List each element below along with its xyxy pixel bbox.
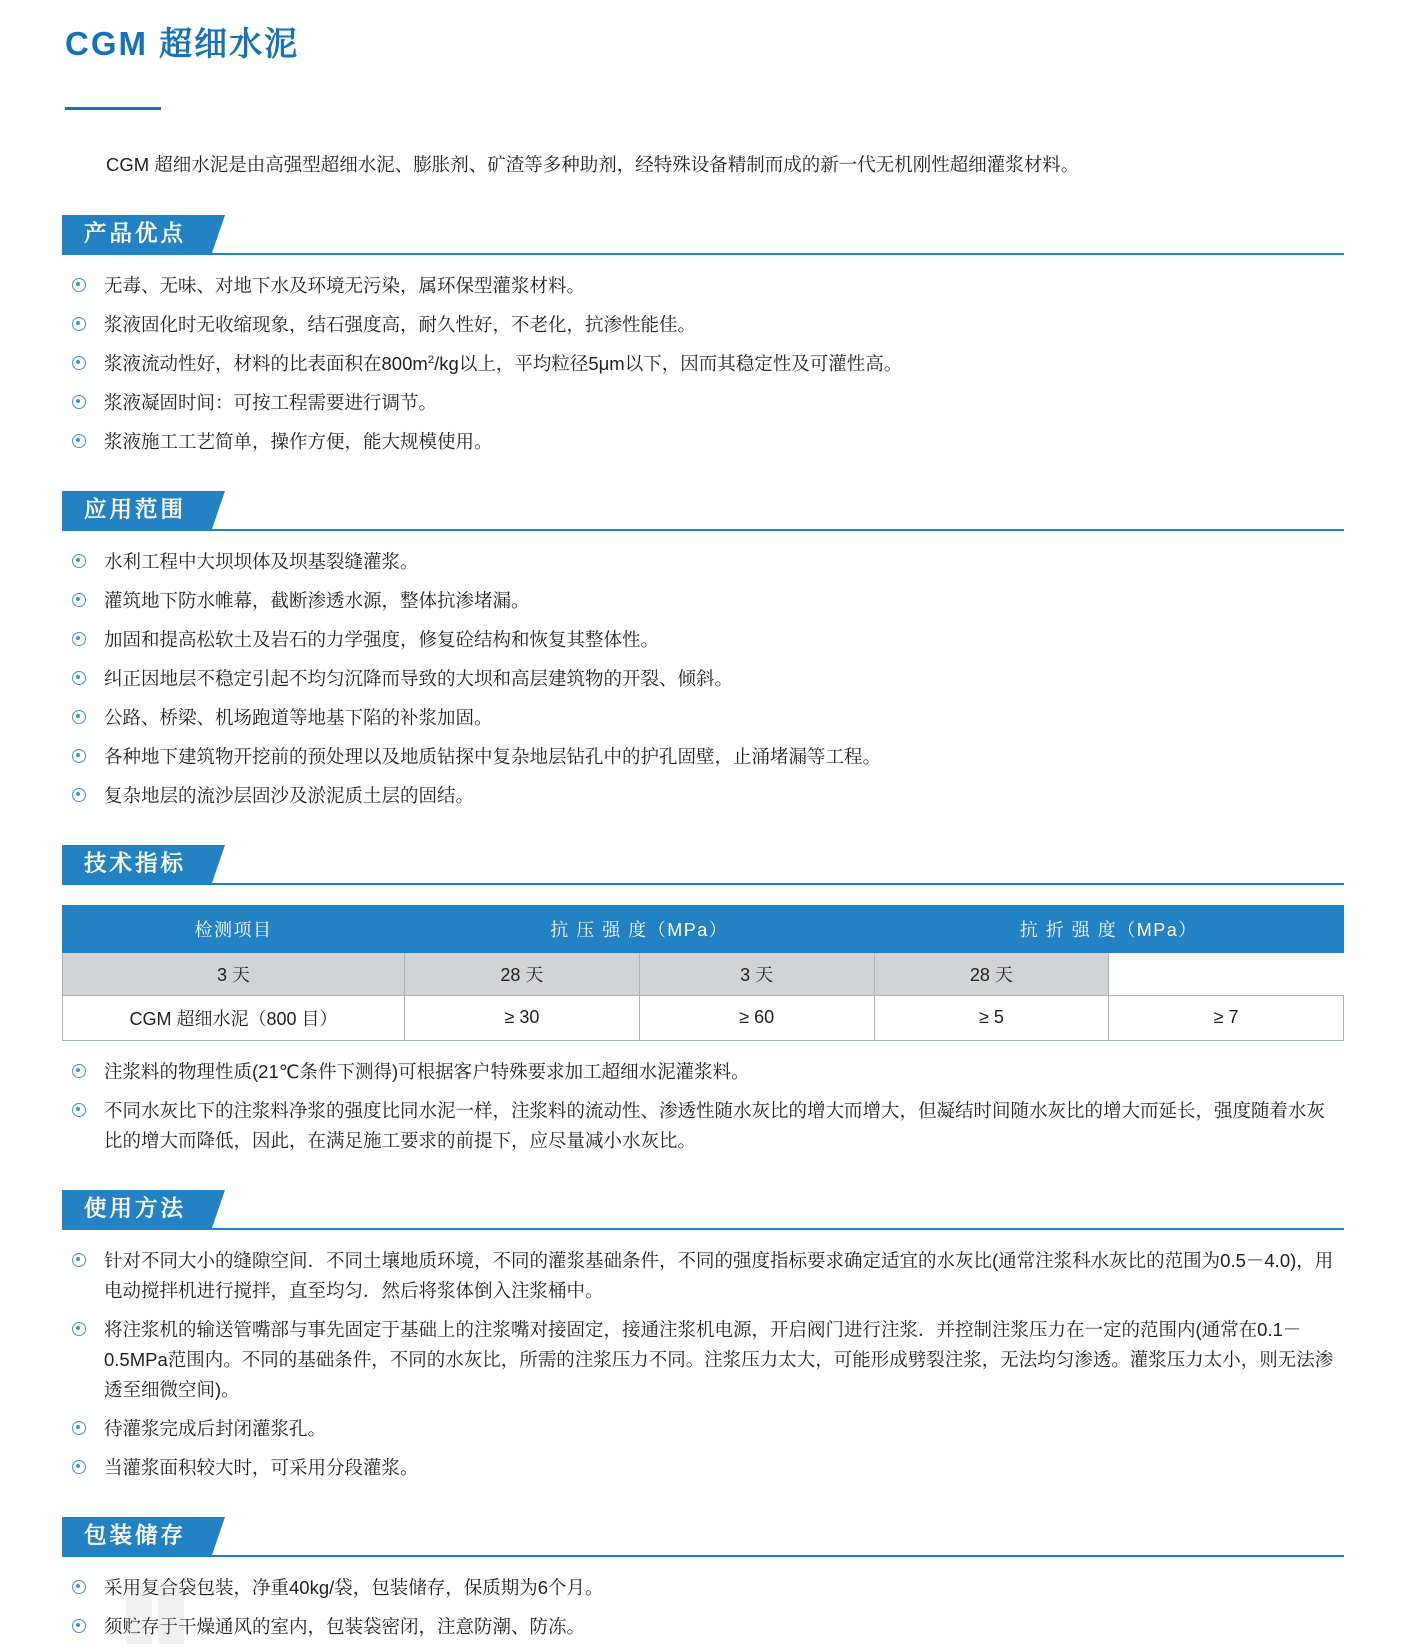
section-rule [62,1228,1344,1230]
list-item [70,310,1334,340]
section-packaging [62,1517,1344,1642]
section-title-advantages: 产品优点 [62,215,212,253]
list-item-text-a: 浆液流动性好，材料的比表面积在800m [104,353,428,375]
ring-bullet-icon [72,671,86,685]
ring-bullet-icon [72,710,86,724]
ring-bullet-icon [72,1421,86,1435]
section-title-packaging: 包装储存 [62,1517,212,1555]
list-item [70,547,1334,577]
list-item-text: 采用复合袋包装，净重40kg/袋，包装储存，保质期为6个月。 [104,1576,604,1598]
list-item-text: 浆液凝固时间：可按工程需要进行调节。 [104,392,438,414]
usage-list [62,1246,1344,1483]
specs-table [62,905,1344,1041]
ring-bullet-icon [72,395,86,409]
ring-bullet-icon [72,356,86,370]
table-row [63,995,1344,1040]
ring-bullet-icon [72,749,86,763]
ring-bullet-icon [72,1580,86,1594]
ring-bullet-icon [72,1064,86,1078]
section-rule [62,529,1344,531]
list-item-text: 将注浆机的输送管嘴部与事先固定于基础上的注浆嘴对接固定，接通注浆机电源，开启阀门进行注浆．并控制注浆压力在一定的范围内(通常在0.1－0.5MPa范围内。不同的基础条件，不同的水灰比，所需的注浆压力不同。注浆压力太大，可能形成劈裂注浆，无法均匀渗透。灌浆压力太小，则无法渗透至细微空间)。 [104,1318,1334,1400]
list-item [70,427,1334,457]
ring-bullet-icon [72,317,86,331]
list-item [70,1315,1334,1405]
page-title: CGM 超细水泥 [65,25,300,62]
ring-bullet-icon [72,1103,86,1117]
ring-bullet-icon [72,434,86,448]
column-header-compressive: 抗 压 强 度（MPa） [405,905,874,952]
list-item [70,271,1334,301]
list-item-text: 浆液施工工艺简单，操作方便，能大规模使用。 [104,431,493,453]
specs-notes-list [62,1057,1344,1156]
list-item-text: 注浆料的物理性质(21℃条件下测得)可根据客户特殊要求加工超细水泥灌浆料。 [104,1060,750,1082]
list-item-text: 纠正因地层不稳定引起不均匀沉降而导致的大坝和高层建筑物的开裂、倾斜。 [104,668,734,690]
section-header-usage [62,1190,1344,1230]
section-header-advantages [62,215,1344,255]
cell-compressive-28d: ≥ 60 [639,995,874,1040]
list-item-text: 公路、桥梁、机场跑道等地基下陷的补浆加固。 [104,707,493,729]
list-item [70,781,1334,811]
list-item [70,1096,1334,1156]
advantages-list [62,271,1344,457]
list-item-text: 复杂地层的流沙层固沙及淤泥质土层的固结。 [104,784,475,806]
list-item-text: 无毒、无味、对地下水及环境无污染，属环保型灌浆材料。 [104,275,586,297]
ring-bullet-icon [72,1460,86,1474]
section-applications [62,491,1344,811]
ring-bullet-icon [72,554,86,568]
list-item-text: 须贮存于干燥通风的室内，包装袋密闭，注意防潮、防冻。 [104,1615,586,1637]
section-usage [62,1190,1344,1483]
list-item [70,1612,1334,1642]
column-header-item: 检测项目 [63,905,405,952]
list-item-text: 各种地下建筑物开挖前的预处理以及地质钻探中复杂地层钻孔中的护孔固壁，止涌堵漏等工程。 [104,745,882,767]
section-title-specs: 技术指标 [62,845,212,883]
title-underline [65,107,161,110]
list-item-text: 当灌浆面积较大时，可采用分段灌浆。 [104,1456,419,1478]
list-item [70,349,1334,379]
list-item-text: 加固和提高松软土及岩石的力学强度，修复砼结构和恢复其整体性。 [104,629,660,651]
list-item [70,1573,1334,1603]
subheader-compressive-28d: 28 天 [405,952,640,995]
column-header-flexural: 抗 折 强 度（MPa） [874,905,1343,952]
section-header-specs [62,845,1344,885]
list-item [70,1453,1334,1483]
list-item-text-b: /kg以上，平均粒径5μm以下，因而其稳定性及可灌性高。 [434,353,903,375]
section-rule [62,253,1344,255]
cell-item-name: CGM 超细水泥（800 目） [63,995,405,1040]
list-item [70,664,1334,694]
intro-paragraph: CGM 超细水泥是由高强型超细水泥、膨胀剂、矿渣等多种助剂，经特殊设备精制而成的新一代无机刚性超细灌浆材料。 [106,154,1080,175]
cell-compressive-3d: ≥ 30 [405,995,640,1040]
list-item [70,625,1334,655]
packaging-list [62,1573,1344,1642]
ring-bullet-icon [72,1322,86,1336]
ring-bullet-icon [72,593,86,607]
section-header-packaging [62,1517,1344,1557]
list-item [70,1057,1334,1087]
list-item-text: 不同水灰比下的注浆料净浆的强度比同水泥一样，注浆料的流动性、渗透性随水灰比的增大而增大，但凝结时间随水灰比的增大而延长，强度随着水灰比的增大而降低，因此，在满足施工要求的前提下，应尽量减小水灰比。 [104,1099,1326,1151]
list-item [70,703,1334,733]
ring-bullet-icon [72,632,86,646]
subheader-flexural-3d: 3 天 [639,952,874,995]
list-item-text: 灌筑地下防水帷幕，截断渗透水源，整体抗渗堵漏。 [104,590,530,612]
subheader-compressive-3d: 3 天 [63,952,405,995]
section-specs [62,845,1344,1156]
list-item-text: 待灌浆完成后封闭灌浆孔。 [104,1417,327,1439]
table-subheader-row [63,952,1344,995]
list-item [70,1414,1334,1444]
ring-bullet-icon [72,1619,86,1633]
cell-flexural-3d: ≥ 5 [874,995,1109,1040]
ring-bullet-icon [72,788,86,802]
subheader-flexural-28d: 28 天 [874,952,1109,995]
list-item [70,586,1334,616]
watermark-logo [120,1580,190,1650]
ring-bullet-icon [72,278,86,292]
cell-flexural-28d: ≥ 7 [1109,995,1344,1040]
list-item [70,742,1334,772]
list-item-text: 水利工程中大坝坝体及坝基裂缝灌浆。 [104,551,419,573]
section-rule [62,1555,1344,1557]
section-header-applications [62,491,1344,531]
table-header-row [63,905,1344,952]
list-item-text: 针对不同大小的缝隙空间．不同土壤地质环境，不同的灌浆基础条件，不同的强度指标要求确定适宜的水灰比(通常注浆科水灰比的范围为0.5－4.0)，用电动搅拌机进行搅拌，直至均匀．然后将浆体倒入注浆桶中。 [104,1249,1334,1301]
list-item-text: 浆液固化时无收缩现象，结石强度高，耐久性好，不老化，抗渗性能佳。 [104,314,697,336]
superscript-two: 2 [427,354,435,367]
section-title-applications: 应用范围 [62,491,212,529]
list-item [70,1246,1334,1306]
section-title-usage: 使用方法 [62,1190,212,1228]
applications-list [62,547,1344,811]
section-rule [62,883,1344,885]
section-advantages [62,215,1344,457]
ring-bullet-icon [72,1253,86,1267]
list-item [70,388,1334,418]
